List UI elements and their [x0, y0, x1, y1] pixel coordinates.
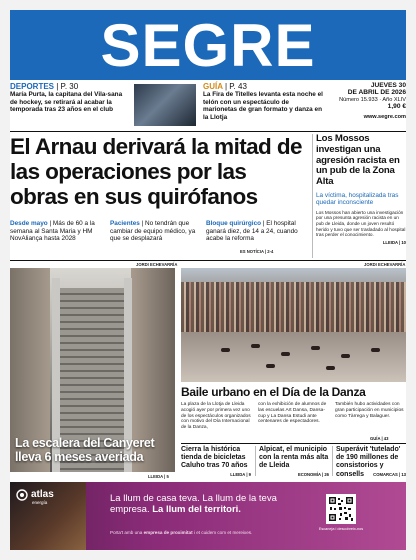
teaser-guide-section: GUÍA	[203, 82, 223, 91]
divider	[10, 260, 406, 261]
divider	[181, 443, 406, 444]
teaser-guide[interactable]	[203, 82, 323, 121]
bottom-teaser-alpicat-ref: ECONOMÍA | 26	[297, 472, 329, 477]
newspaper-front-page	[10, 10, 406, 550]
main-sub-2-kicker: Pacientes	[110, 220, 140, 227]
dance-story-body-col-3: También hubo actividades con gran participación en municipios como Tàrrega y Balaguer.	[335, 402, 404, 419]
escalator-ref: LLEIDA | 5	[148, 474, 169, 479]
edition-issue: Número 15.933 · Año XLIV	[339, 96, 406, 103]
bottom-teaser-bikes-ref: LLEIDA | 9	[230, 472, 251, 477]
teaser-sports-page: | P. 30	[56, 82, 79, 91]
ad-tagline-bold: empresa de proximitat	[143, 530, 193, 535]
edition-website[interactable]: www.segre.com	[363, 113, 406, 120]
main-story-ref: ES NOTÍCIA | 2-4	[240, 249, 274, 254]
main-sub-1-text: | Más de 60 a la semana al Santa Maria y HM NovAliança hasta 2028	[10, 220, 95, 243]
atlas-logo-icon	[16, 489, 28, 501]
ad-brand: atlas	[31, 489, 54, 500]
teaser-guide-text: La Fira de Titelles levanta esta noche el telón con un espectáculo de marionetas de gran formato y danza en la Llotja	[203, 91, 323, 121]
edition-date: DE ABRIL DE 2026	[347, 89, 406, 97]
main-sub-2	[110, 220, 198, 243]
side-story-deck: La víctima, hospitalizada tras quedar inconsciente	[316, 191, 399, 207]
ad-headline	[110, 493, 310, 515]
edition-price: 1,90 €	[387, 103, 406, 111]
escalator-caption: La escalera del Canyeret lleva 6 meses averiada	[15, 436, 155, 464]
escalator-photo[interactable]	[10, 268, 175, 472]
dance-story-title[interactable]: Baile urbano en el Día de la Danza	[181, 385, 366, 399]
advertisement[interactable]	[10, 482, 406, 550]
ad-line-1: La llum de casa teva. La llum de la teva	[110, 493, 277, 504]
bottom-teaser-bikes[interactable]: Cierra la histórica tienda de bicicletas Caluho tras 70 años	[181, 446, 248, 470]
teaser-guide-page: | P. 43	[224, 82, 247, 91]
side-story[interactable]	[316, 134, 406, 245]
edition-day: JUEVES 30	[370, 82, 406, 89]
side-story-headline: Los Mossos investigan una agresión racista en un pub de la Zona Alta	[316, 133, 400, 188]
ad-tagline-start: Porta't amb una	[110, 530, 143, 535]
divider	[332, 446, 333, 476]
main-sub-3-text: | El hospital ganará diez, de 14 a 24, cuando acabe la reforma	[206, 220, 298, 243]
photo-credit-left: JORDI ECHEVARRÍA	[136, 262, 178, 267]
main-sub-3-kicker: Bloque quirúrgico	[206, 220, 262, 227]
main-headline[interactable]: El Arnau derivará la mitad de las operaciones por las obras en sus quirófanos	[10, 134, 302, 209]
masthead-logo[interactable]: SEGRE	[100, 12, 316, 79]
edition-box	[328, 82, 406, 120]
teaser-sports-section: DEPORTES	[10, 82, 55, 91]
ad-qr-caption: Escaneja i descobreix-nos	[318, 527, 364, 531]
bottom-teaser-alpicat[interactable]: Alpicat, el municipio con la renta más alta de Lleida	[259, 446, 329, 470]
divider	[10, 131, 406, 132]
bottom-teaser-surplus-ref: COMARCAS | 13	[373, 472, 406, 477]
ad-line-2: empresa.	[110, 504, 150, 515]
teaser-sports[interactable]	[10, 82, 130, 114]
teaser-sports-photo	[134, 84, 196, 126]
teaser-sports-text: María Purta, la capitana del Vila-sana de hockey, se retirará al acabar la temporada tras 23 años en el club	[10, 91, 123, 114]
photo-credit-right: JORDI ECHEVARRÍA	[364, 262, 406, 267]
dance-story-body-col-2: con la exhibición de alumnos de las escuelas Art Dansa, Dansa-cup y La Dansa Estudi ante centenares de espectadores.	[258, 402, 327, 425]
qr-code-icon[interactable]	[326, 494, 356, 524]
main-sub-2-text: | No tendrán que cambiar de equipo médico, ya que se desplazará	[110, 220, 196, 243]
ad-tagline	[110, 530, 320, 535]
ad-brand-sub: energía	[32, 500, 48, 505]
dance-photo[interactable]	[181, 268, 406, 382]
dance-story-ref: GUÍA | 43	[370, 436, 389, 441]
main-sub-3	[206, 220, 310, 243]
dance-story-body-col-1: La plaza de la Llotja de Lleida acogió ayer por primera vez uno de los espectáculos organizados con motivo del Día Internacional de la Danza,	[181, 402, 251, 431]
teaser-strip	[10, 82, 406, 130]
ad-tagline-end: i et cuidem com et mereixes.	[193, 530, 253, 535]
main-sub-1-kicker: Desde mayo	[10, 220, 48, 227]
side-story-ref: LLEIDA | 10	[382, 239, 406, 245]
divider	[255, 446, 256, 476]
masthead	[10, 10, 406, 80]
column-divider	[312, 134, 313, 258]
ad-line-2-bold: La llum del territori.	[152, 504, 241, 515]
main-sub-1	[10, 220, 102, 243]
side-story-body: Los Mossos han abierto una investigación por una presunta agresión racista en un pub de Lleida, donde un joven resultó herido y tuvo que ser trasladado al hospital tras perder el conocimiento.	[316, 209, 406, 238]
bottom-teaser-surplus[interactable]: Superávit 'tutelado' de 190 millones de consistorios y consells	[336, 446, 401, 478]
